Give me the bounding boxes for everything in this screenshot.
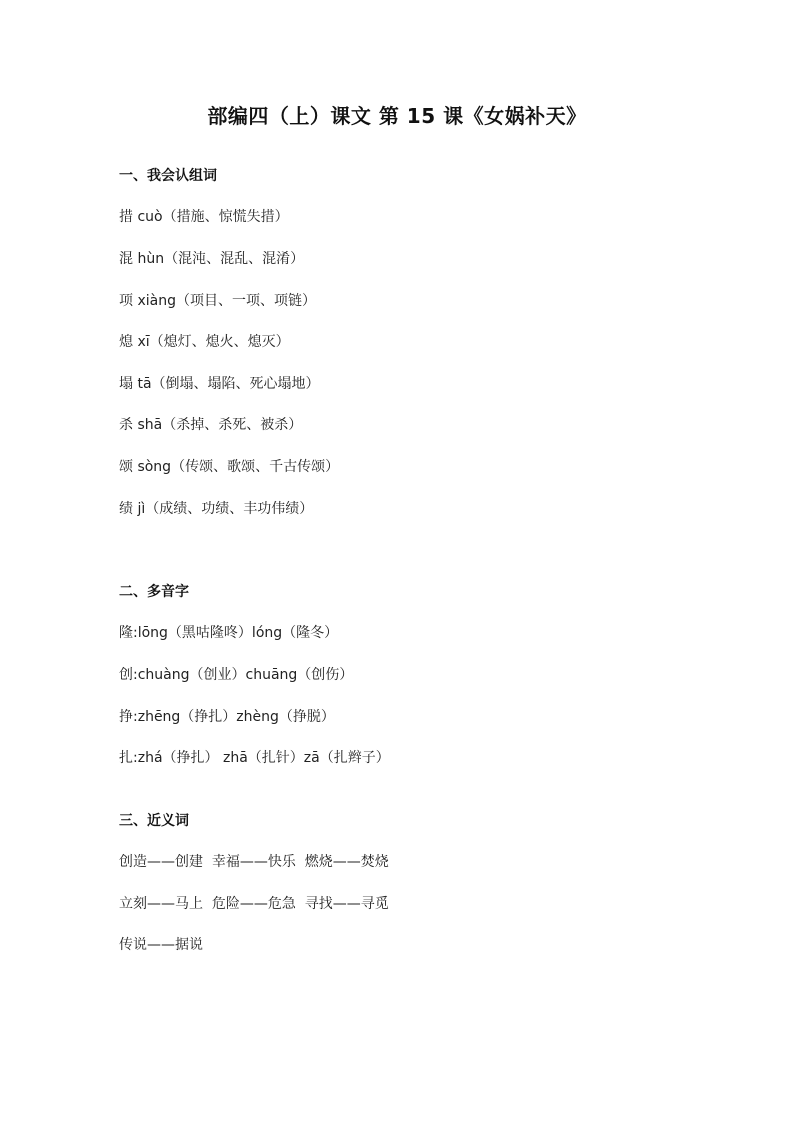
polyphone-entry: 隆:lōng（黑咕隆咚）lóng（隆冬） [119,625,339,641]
word-entry: 杀 shā（杀掉、杀死、被杀） [119,417,303,433]
word-entry: 混 hùn（混沌、混乱、混淆） [119,251,305,267]
word-entry: 颂 sòng（传颂、歌颂、千古传颂） [119,459,340,475]
word-entry: 熄 xī（熄灯、熄火、熄灭） [119,334,290,350]
section-heading-polyphones: 二、多音字 [119,584,189,600]
word-entry: 绩 jì（成绩、功绩、丰功伟绩） [119,501,314,517]
word-entry: 塌 tā（倒塌、塌陷、死心塌地） [119,376,320,392]
document-title: 部编四（上）课文 第 15 课《女娲补天》 [207,104,587,128]
synonym-entry: 传说——据说 [119,937,203,953]
word-entry: 措 cuò（措施、惊慌失措） [119,209,289,225]
section-heading-recognize-words: 一、我会认组词 [119,168,217,184]
polyphone-entry: 创:chuàng（创业）chuāng（创伤） [119,667,354,683]
synonym-entry: 立刻——马上 危险——危急 寻找——寻觅 [119,896,389,912]
section-heading-synonyms: 三、近义词 [119,813,189,829]
synonym-entry: 创造——创建 幸福——快乐 燃烧——焚烧 [119,854,389,870]
word-entry: 项 xiàng（项目、一项、项链） [119,293,316,309]
polyphone-entry: 扎:zhá（挣扎） zhā（扎针）zā（扎辫子） [119,750,390,766]
polyphone-entry: 挣:zhēng（挣扎）zhèng（挣脱） [119,709,335,725]
